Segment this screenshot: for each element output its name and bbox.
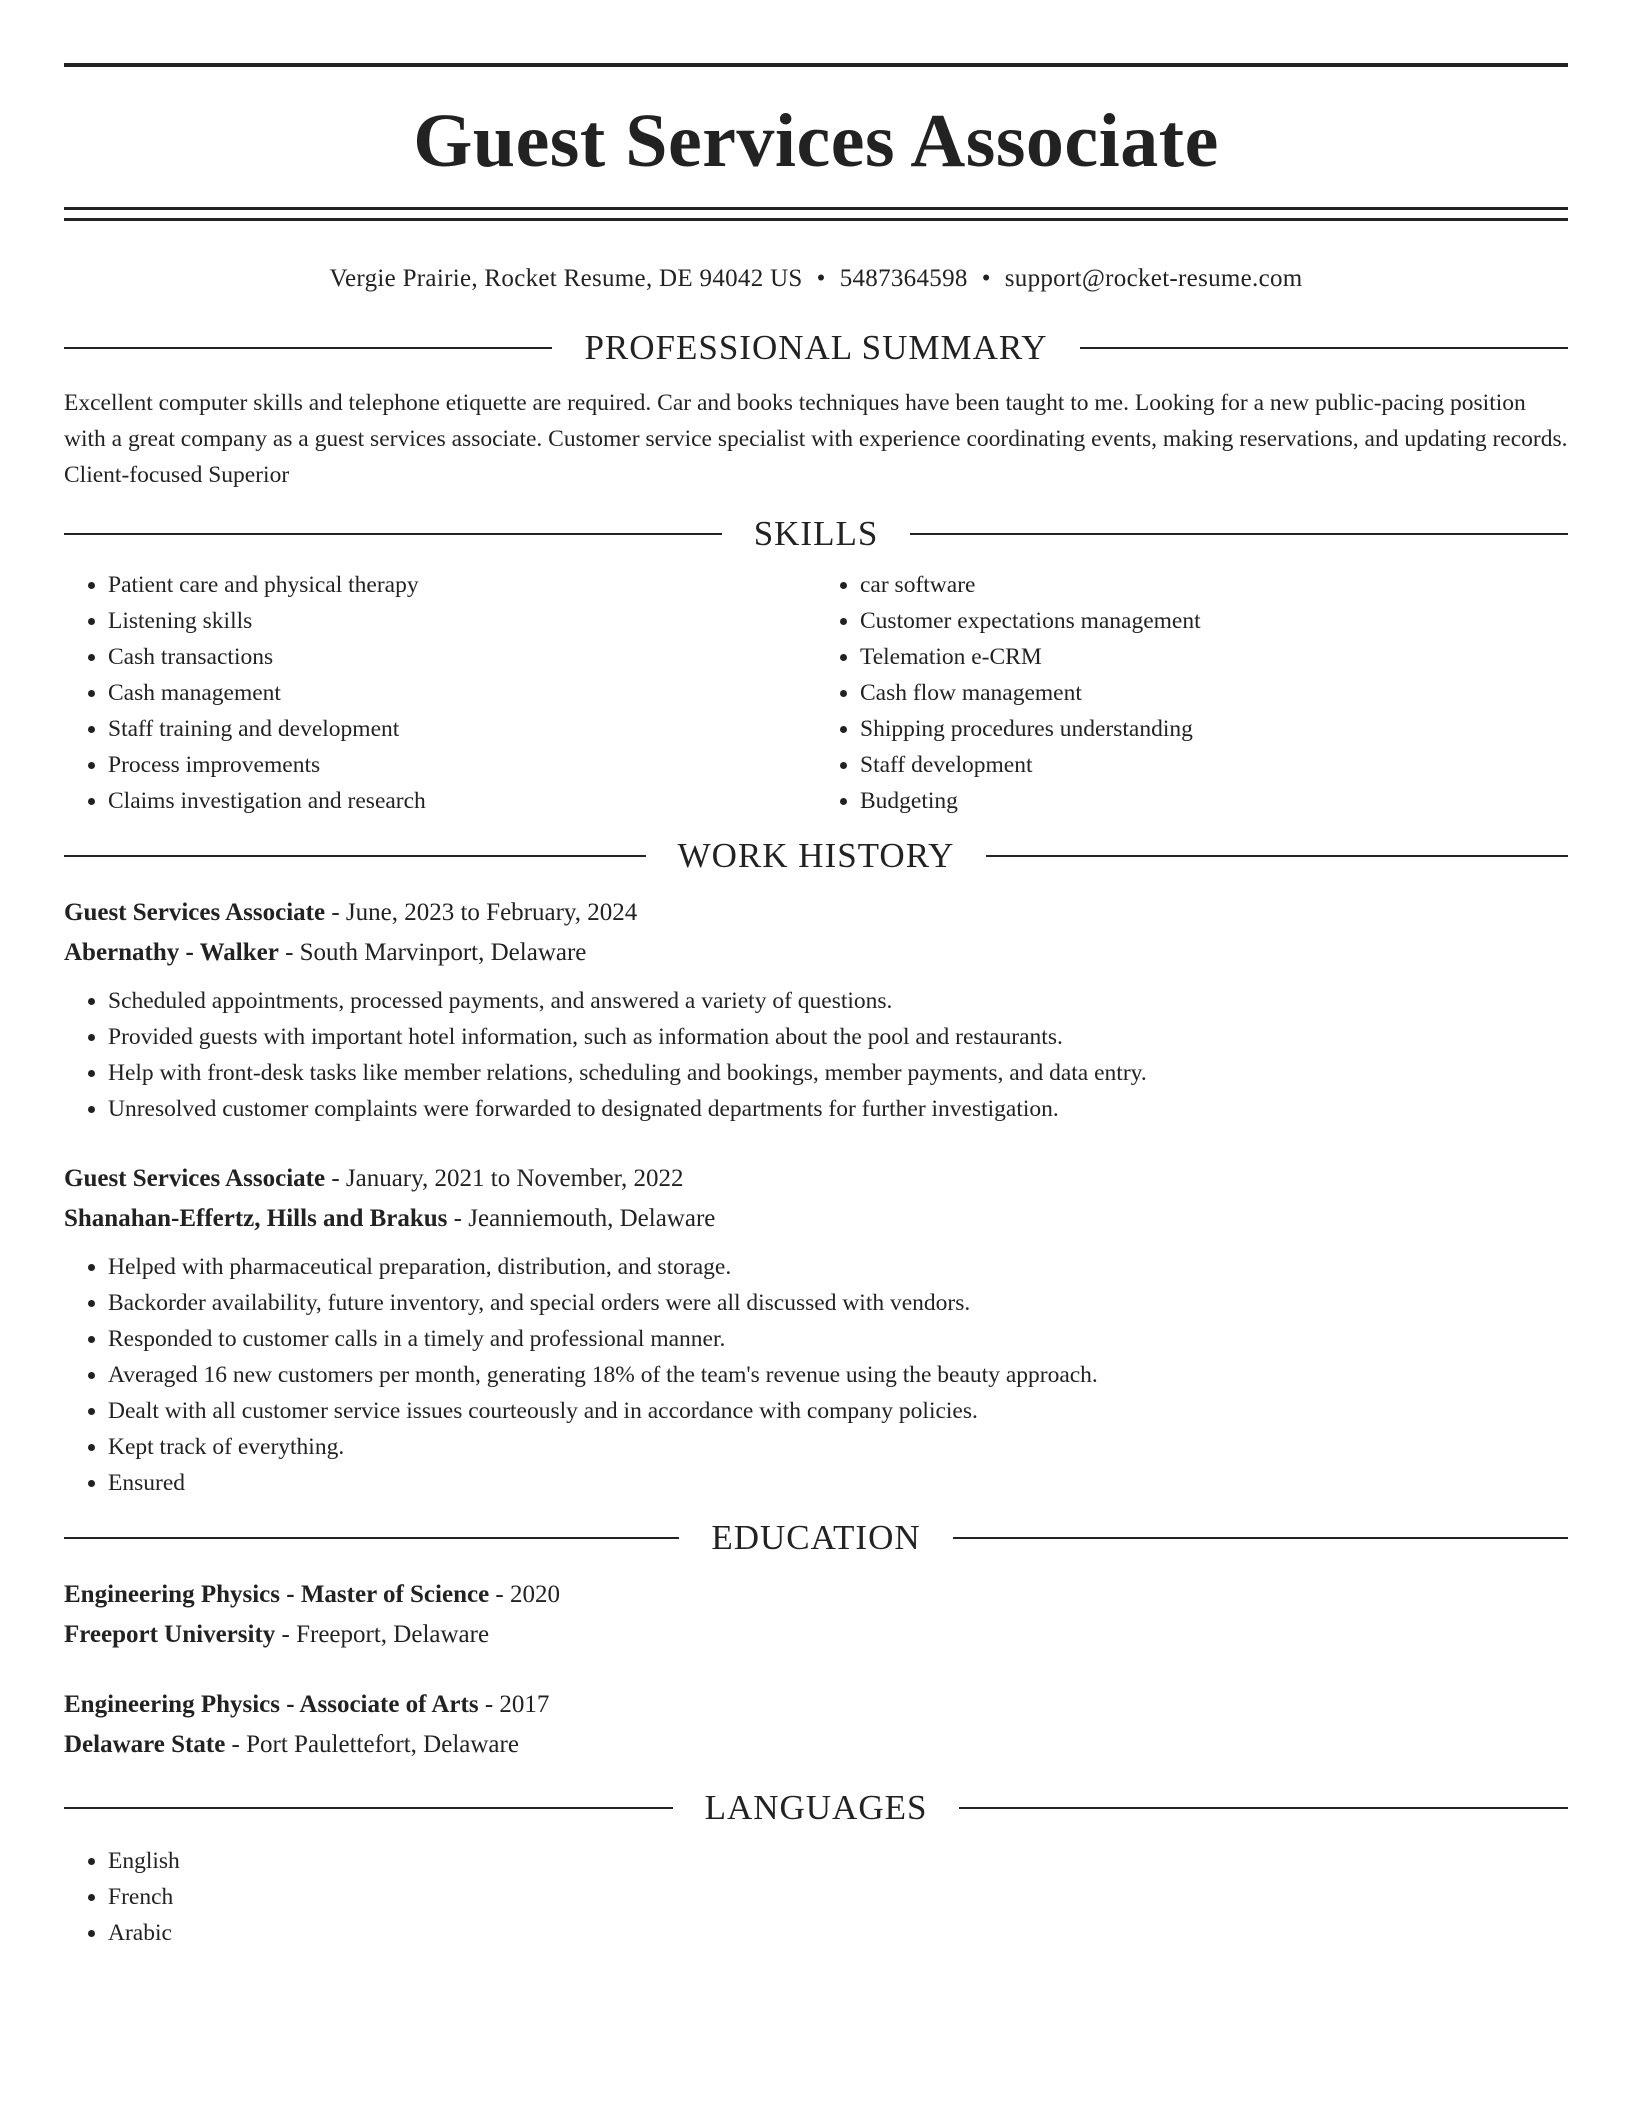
education-entry	[64, 1685, 1568, 1765]
languages-list	[64, 1843, 1568, 1951]
job-title-row	[64, 1159, 1568, 1199]
skill-item: • Listening skills	[108, 603, 816, 639]
education-school: Freeport University	[64, 1621, 276, 1648]
language-item: • French	[108, 1879, 1568, 1915]
education-school-row	[64, 1725, 1568, 1765]
job-bullet: • Responded to customer calls in a timely and professional manner.	[108, 1321, 1568, 1357]
skills-columns	[64, 567, 1568, 819]
skill-item: • Process improvements	[108, 747, 816, 783]
education-degree-row	[64, 1575, 1568, 1615]
education-location: - Freeport, Delaware	[275, 1621, 490, 1648]
job-title-row	[64, 893, 1568, 933]
skill-item: • Cash transactions	[108, 639, 816, 675]
job-location: - South Marvinport, Delaware	[278, 939, 587, 966]
job-company: Shanahan-Effertz, Hills and Brakus	[64, 1205, 448, 1232]
section-label: WORK HISTORY	[677, 836, 955, 875]
job-dates: - June, 2023 to February, 2024	[325, 899, 638, 926]
skills-list-left	[64, 567, 816, 819]
education-school: Delaware State	[64, 1731, 226, 1758]
skill-item: • Cash flow management	[860, 675, 1568, 711]
skill-item: • Patient care and physical therapy	[108, 567, 816, 603]
job-bullet: • Scheduled appointments, processed payments, and answered a variety of questions.	[108, 983, 1568, 1019]
section-label: LANGUAGES	[704, 1788, 928, 1827]
section-heading-summary	[64, 325, 1568, 371]
language-item: • English	[108, 1843, 1568, 1879]
heading-rule	[64, 533, 722, 535]
top-rule	[64, 63, 1568, 67]
skill-item: • Staff training and development	[108, 711, 816, 747]
job-bullet: • Provided guests with important hotel information, such as information about the pool and restaurants.	[108, 1019, 1568, 1055]
title-double-rule	[64, 207, 1568, 221]
education-year: - 2020	[489, 1581, 560, 1608]
job-bullets	[64, 1249, 1568, 1501]
skill-item: • Cash management	[108, 675, 816, 711]
job-title: Guest Services Associate	[64, 1165, 326, 1192]
contact-email: support@rocket-resume.com	[1004, 265, 1303, 292]
job-entry	[64, 1159, 1568, 1501]
job-bullet: • Dealt with all customer service issues courteously and in accordance with company policies.	[108, 1393, 1568, 1429]
contact-separator: •	[981, 265, 991, 292]
section-heading-skills	[64, 511, 1568, 557]
education-year: - 2017	[478, 1691, 550, 1718]
skill-item: • Telemation e-CRM	[860, 639, 1568, 675]
contact-separator: •	[816, 265, 826, 292]
education-degree: Engineering Physics - Associate of Arts	[64, 1691, 479, 1718]
resume-title: Guest Services Associate	[413, 99, 1219, 183]
skill-item: • Customer expectations management	[860, 603, 1568, 639]
job-bullet: • Backorder availability, future inventory, and special orders were all discussed with vendors.	[108, 1285, 1568, 1321]
job-bullet: • Help with front-desk tasks like member relations, scheduling and bookings, member payments, and data entry.	[108, 1055, 1568, 1091]
skill-item: • Claims investigation and research	[108, 783, 816, 819]
job-location: - Jeanniemouth, Delaware	[447, 1205, 716, 1232]
job-title: Guest Services Associate	[64, 899, 326, 926]
heading-rule	[986, 855, 1568, 857]
contact-phone: 5487364598	[839, 265, 968, 292]
heading-rule	[953, 1537, 1568, 1539]
section-label: EDUCATION	[711, 1518, 921, 1557]
education-school-row	[64, 1615, 1568, 1655]
section-label: PROFESSIONAL SUMMARY	[584, 328, 1048, 367]
job-bullet: • Helped with pharmaceutical preparation, distribution, and storage.	[108, 1249, 1568, 1285]
job-bullet: • Averaged 16 new customers per month, generating 18% of the team's revenue using the beauty approach.	[108, 1357, 1568, 1393]
section-heading-work	[64, 833, 1568, 879]
skill-item: • Staff development	[860, 747, 1568, 783]
job-bullets	[64, 983, 1568, 1127]
education-degree-row	[64, 1685, 1568, 1725]
job-bullet: • Kept track of everything.	[108, 1429, 1568, 1465]
education-degree: Engineering Physics - Master of Science	[64, 1581, 490, 1608]
job-entry	[64, 893, 1568, 1127]
job-bullet: • Ensured	[108, 1465, 1568, 1501]
skill-item: • car software	[860, 567, 1568, 603]
job-dates: - January, 2021 to November, 2022	[325, 1165, 684, 1192]
heading-rule	[959, 1807, 1568, 1809]
skills-list-right	[816, 567, 1568, 819]
job-company-row	[64, 933, 1568, 973]
skill-item: • Shipping procedures understanding	[860, 711, 1568, 747]
contact-address: Vergie Prairie, Rocket Resume, DE 94042 US	[329, 265, 803, 292]
heading-rule	[64, 1807, 673, 1809]
education-location: - Port Paulettefort, Delaware	[225, 1731, 519, 1758]
heading-rule	[64, 855, 646, 857]
contact-line	[64, 259, 1568, 299]
resume-page	[64, 0, 1568, 1951]
heading-rule	[1080, 347, 1568, 349]
section-heading-languages	[64, 1785, 1568, 1831]
section-label: SKILLS	[753, 514, 879, 553]
language-item: • Arabic	[108, 1915, 1568, 1951]
heading-rule	[910, 533, 1568, 535]
job-bullet: • Unresolved customer complaints were forwarded to designated departments for further investigation.	[108, 1091, 1568, 1127]
summary-text: Excellent computer skills and telephone etiquette are required. Car and books techniques have been taught to me. Looking for a new public-pacing position with a great company as a guest services associate. Customer service specialist with experience coordinating events, making reservations, and updating records. Client-focused Superior	[64, 390, 1568, 488]
job-company-row	[64, 1199, 1568, 1239]
skill-item: • Budgeting	[860, 783, 1568, 819]
heading-rule	[64, 347, 552, 349]
section-heading-education	[64, 1515, 1568, 1561]
education-entry	[64, 1575, 1568, 1655]
heading-rule	[64, 1537, 679, 1539]
job-company: Abernathy - Walker	[64, 939, 279, 966]
